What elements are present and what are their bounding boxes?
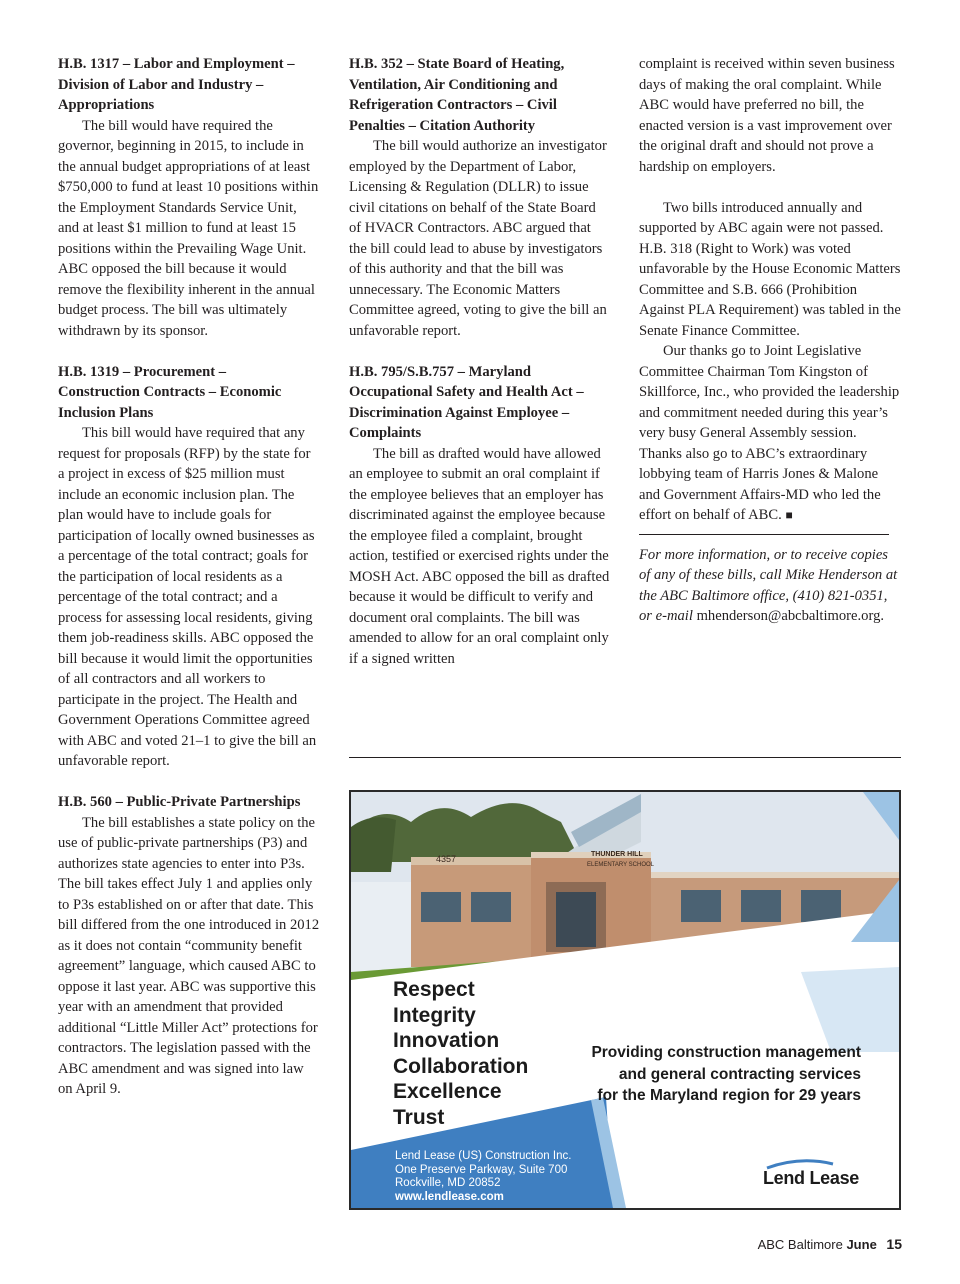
heading-line: Ventilation, Air Conditioning and bbox=[349, 76, 558, 93]
column-2 bbox=[349, 54, 611, 690]
paragraph-thanks bbox=[639, 341, 901, 526]
heading-line: H.B. 352 – State Board of Heating, bbox=[349, 56, 565, 72]
article-hb-352 bbox=[349, 54, 611, 341]
heading-line: Occupational Safety and Health Act – bbox=[349, 384, 584, 400]
value-item: Collaboration bbox=[393, 1054, 529, 1078]
publication-name: ABC Baltimore bbox=[757, 1237, 843, 1252]
heading-line: Refrigeration Contractors – Civil bbox=[349, 97, 557, 113]
tagline-line: for the Maryland region for 29 years bbox=[597, 1087, 861, 1104]
heading-line: H.B. 1319 – Procurement – bbox=[58, 363, 227, 380]
heading-line: Penalties – Citation Authority bbox=[349, 117, 536, 134]
divider bbox=[639, 534, 889, 535]
article-body: The bill would have required the governor, beginning in 2015, to include in the annual budget appropriations of at least $750,000 to fund at least 10 positions within the Employment Standards Service Unit, and at least $1 million to fund at least 15 positions within the Prevailing Wage Unit. ABC opposed the bill because it would remove the flexibility inherent in the annual budget process. The bill was ultimately withdrawn by its sponsor. bbox=[58, 117, 319, 339]
lend-lease-logo bbox=[763, 1168, 859, 1189]
value-item: Excellence bbox=[393, 1080, 502, 1103]
article-body: This bill would have required that any request for proposals (RFP) by the state for a project in excess of $25 million must include an economic inclusion plan. The plan would have to include goals for participation of locally owned businesses as a percentage of the total contract; goals for the participation of local residents as a percentage of the total contract; and a process for assessing local residents, giving them job-readiness skills. ABC opposed the bill because it would limit the opportunities of all contractors and all workers to participate in the project. The Health and Government Operations Committee agreed with ABC and voted 21–1 to give the bill an unfavorable report. bbox=[58, 425, 317, 769]
school-sign-line-1: THUNDER HILL bbox=[591, 851, 643, 858]
article-hb-1319 bbox=[58, 362, 320, 772]
company-address bbox=[395, 1150, 571, 1204]
heading-line: Discrimination Against Employee – bbox=[349, 404, 570, 421]
value-item: Respect bbox=[393, 978, 475, 1001]
heading-line: Inclusion Plans bbox=[58, 404, 154, 421]
lend-lease-advertisement bbox=[349, 790, 901, 1210]
values-list bbox=[393, 977, 528, 1130]
website-link[interactable]: www.lendlease.com bbox=[395, 1190, 504, 1203]
value-item: Trust bbox=[393, 1105, 445, 1129]
article-body: The bill as drafted would have allowed an employee to submit an oral complaint if the employee believes that an employer has discriminated against the employee because the employee filed a complaint, brought action, testified or exercised rights under the MOSH Act. ABC opposed the bill as drafted because it would be difficult to verify and document oral complaints. The bill was amended to allow for an oral complaint only if a signed written bbox=[349, 445, 610, 667]
article-continuation: complaint is received within seven business days of making the oral complaint. While ABC would have preferred no bill, the enacted version is a vast improvement over the original draft and should not prove a hardship on employers. bbox=[639, 56, 895, 175]
heading-line: Complaints bbox=[349, 425, 422, 441]
contact-text: For more information, or to receive copies of any of these bills, call Mike Henderson at the ABC Baltimore office, (410) 821-0351, or e-mail bbox=[639, 546, 898, 624]
tagline-line: Providing construction management bbox=[591, 1044, 861, 1061]
end-mark-icon: ■ bbox=[785, 508, 793, 522]
issue-month: June bbox=[846, 1237, 877, 1252]
heading-line: H.B. 1317 – Labor and Employment – bbox=[58, 56, 295, 72]
article-hb-560 bbox=[58, 792, 320, 1100]
article-hb-795 bbox=[349, 362, 611, 670]
address-line: One Preserve Parkway, Suite 700 bbox=[395, 1163, 568, 1176]
page-footer bbox=[758, 1236, 902, 1252]
address-line: Lend Lease (US) Construction Inc. bbox=[395, 1150, 572, 1162]
value-item: Innovation bbox=[393, 1029, 500, 1052]
article-heading bbox=[58, 362, 320, 424]
ad-divider bbox=[349, 757, 901, 758]
article-heading bbox=[58, 54, 320, 116]
article-heading bbox=[349, 362, 611, 444]
heading-line: Division of Labor and Industry – bbox=[58, 76, 264, 93]
ad-tagline bbox=[561, 1042, 861, 1107]
page-number: 15 bbox=[886, 1236, 902, 1252]
building-number: 4357 bbox=[436, 854, 457, 864]
thanks-text: Our thanks go to Joint Legislative Committee Chairman Tom Kingston of Skillforce, Inc., who provided the leadership and commitment needed during this year’s very busy General Assembly session. Thanks also go to ABC’s extraordinary lobbying team of Harris Jones & Malone and Government Affairs-MD who led the effort on behalf of ABC. bbox=[639, 343, 900, 523]
logo-swoosh-icon bbox=[765, 1158, 835, 1170]
article-heading bbox=[58, 792, 320, 813]
paragraph-two-bills: Two bills introduced annually and supported by ABC again were not passed. H.B. 318 (Right to Work) was voted unfavorable by the House Economic Matters Committee and S.B. 666 (Prohibition Against PLA Requirement) was tabled in the Senate Finance Committee. bbox=[639, 199, 901, 339]
column-1 bbox=[58, 54, 320, 1120]
column-3 bbox=[639, 54, 901, 627]
tagline-line: and general contracting services bbox=[618, 1065, 861, 1083]
heading-line: Appropriations bbox=[58, 97, 155, 113]
heading-line: H.B. 795/S.B.757 – Maryland bbox=[349, 363, 532, 380]
logo-text: Lend Lease bbox=[762, 1168, 859, 1188]
school-sign-line-2: ELEMENTARY SCHOOL bbox=[587, 862, 655, 868]
contact-note bbox=[639, 545, 901, 627]
value-item: Integrity bbox=[393, 1003, 476, 1027]
heading-line: H.B. 560 – Public-Private Partnerships bbox=[58, 794, 301, 810]
article-hb-1317 bbox=[58, 54, 320, 341]
address-line: Rockville, MD 20852 bbox=[395, 1177, 501, 1189]
article-body: The bill establishes a state policy on the use of public-private partnerships (P3) and authorizes state agencies to enter into P3s. The bill takes effect July 1 and applies only to P3s established on or after that date. This bill differed from the one introduced in 2012 as it does not contain “community benefit agreement” language, which caused ABC to oppose it last year. ABC was supportive this year with an amendment that provided additional “Little Miller Act” protections for contractors. The legislation passed with the ABC amendment and was signed into law on April 9. bbox=[58, 814, 320, 1097]
heading-line: Construction Contracts – Economic bbox=[58, 384, 282, 400]
article-body: The bill would authorize an investigator employed by the Department of Labor, Licensing & Regulation (DLLR) to issue civil citations on behalf of the State Board of HVACR Contractors. ABC argued that the bill could lead to abuse by investigators of this authority and that the bill was unnecessary. The Economic Matters Committee agreed, voting to give the bill an unfavorable report. bbox=[349, 138, 607, 339]
article-heading bbox=[349, 54, 611, 136]
contact-email[interactable]: mhenderson@abcbaltimore.org. bbox=[696, 608, 885, 624]
